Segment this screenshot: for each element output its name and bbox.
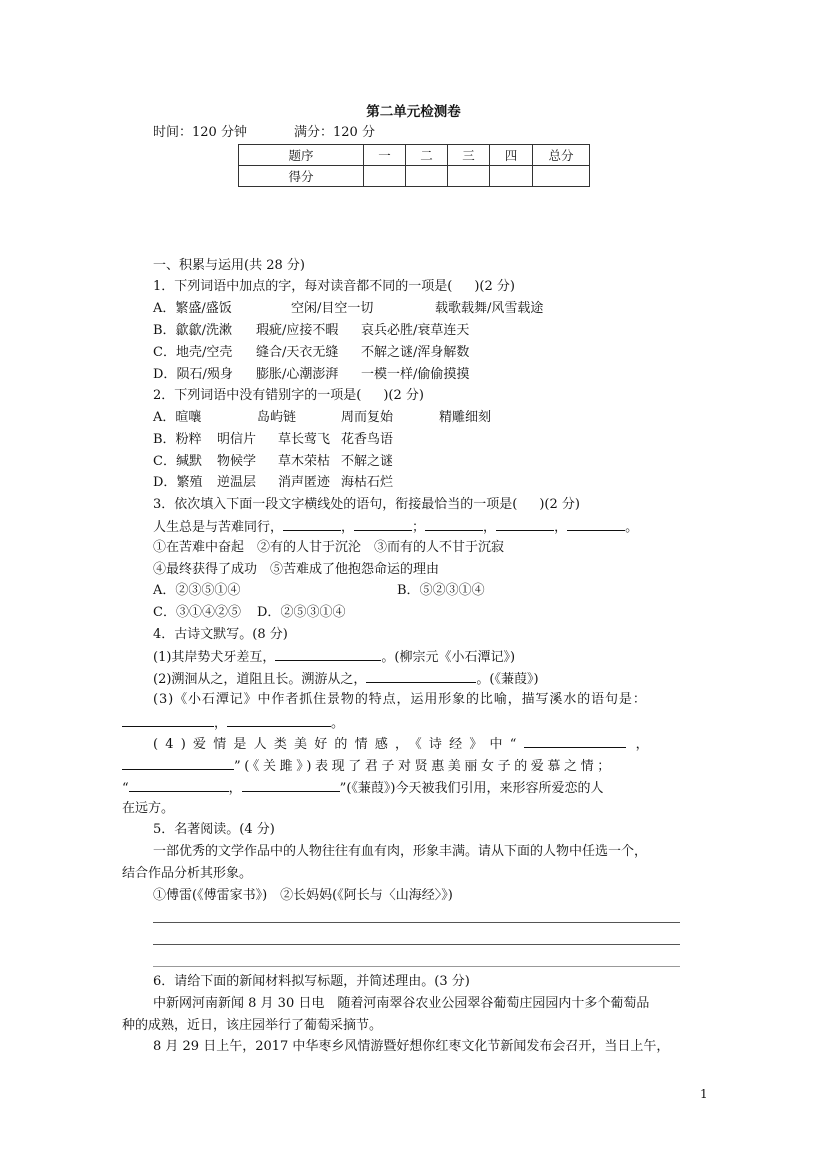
question-3-option-c [153, 604, 241, 622]
option-value: ⑤②③①④ [419, 583, 485, 598]
option-value: ②③⑤①④ [175, 583, 241, 598]
option-label: C． [153, 345, 176, 360]
question-5-body-1: 一部优秀的文学作品中的人物往往有血有肉，形象丰满。请从下面的人物中任选一个， [153, 844, 648, 859]
option-label: D． [257, 605, 281, 620]
question-2-stem [153, 387, 424, 405]
question-2-option-d [153, 474, 202, 492]
question-1-option-b [153, 322, 232, 340]
option-item: 粉粹 [175, 432, 202, 447]
question-3-option-a [153, 582, 240, 600]
fill-blank[interactable] [496, 517, 554, 531]
punct: 。 [331, 716, 345, 731]
question-points: )(2 分) [383, 388, 424, 403]
fill-blank[interactable] [275, 647, 381, 661]
question-2-option-c [153, 453, 202, 471]
fill-blank[interactable] [227, 713, 331, 727]
question-4-part-3: (3)《小石潭记》中作者抓住景物的特点，运用形象的比喻，描写溪水的语句是： [153, 692, 647, 707]
option-item: 暄嚷 [175, 410, 202, 425]
question-2-option-b [153, 431, 202, 449]
option-item: 精雕细刻 [439, 410, 492, 425]
poem-source: 。(《蒹葭》) [476, 672, 539, 687]
poem-text: (1)其岸势犬牙差互， [153, 650, 276, 665]
option-item: 瑕疵/应接不暇 [256, 323, 339, 338]
score-table-header-cell: 三 [448, 145, 490, 166]
option-label: D． [153, 475, 177, 490]
punct: ， [214, 716, 228, 731]
exam-time: 时间：120 分钟 [153, 125, 247, 140]
fill-blank[interactable] [122, 756, 234, 770]
question-1-option-a [153, 300, 232, 318]
question-4-part-2 [153, 669, 539, 689]
page-title: 第二单元检测卷 [366, 104, 461, 120]
question-1-stem [153, 278, 515, 296]
option-label: A． [153, 410, 176, 425]
fill-blank[interactable] [122, 713, 214, 727]
option-item: 膨胀/心潮澎湃 [256, 367, 339, 382]
score-table-row-label: 得分 [239, 166, 364, 187]
question-5-choices: ①傅雷(《傅雷家书》) ②长妈妈(《阿长与〈山海经〉》) [153, 888, 453, 903]
answer-line[interactable] [153, 922, 680, 923]
option-label: A． [153, 583, 176, 598]
question-3-option-d [257, 604, 345, 622]
question-4-part-4-line-4: 在远方。 [122, 801, 175, 816]
question-3-stem [153, 496, 580, 514]
score-table-header-cell: 一 [364, 145, 406, 166]
option-item: 陨石/殒身 [176, 367, 233, 382]
question-3-sentences-2: ④最终获得了成功 ⑤苦难成了他抱怨命运的理由 [153, 562, 440, 577]
score-table [238, 144, 590, 187]
option-item: 缝合/天衣无缝 [256, 345, 339, 360]
punct: ， [635, 737, 649, 752]
page-number: 1 [700, 1087, 708, 1101]
question-stem-text: 3．依次填入下面一段文字横线处的语句，衔接最恰当的一项是( [153, 497, 518, 512]
punct: ， [228, 781, 242, 796]
punct: ， [483, 520, 497, 535]
fill-blank[interactable] [283, 517, 341, 531]
score-cell[interactable] [448, 166, 490, 187]
option-label: A． [153, 301, 176, 316]
option-item: 岛屿链 [257, 410, 297, 425]
question-4-part-4-line-3 [122, 778, 603, 798]
option-item: 缄默 [175, 454, 202, 469]
option-item: 周而复始 [341, 410, 394, 425]
score-cell[interactable] [406, 166, 448, 187]
option-label: D． [153, 367, 177, 382]
question-points: )(2 分) [474, 279, 515, 294]
punct: 。 [625, 520, 639, 535]
option-item: 明信片 [217, 432, 257, 447]
news-paragraph-1-line-1: 中新网河南新闻 8 月 30 日电 随着河南翠谷农业公园翠谷葡萄庄园园内十多个葡萄品 [153, 996, 650, 1011]
option-item: 不解之谜 [341, 454, 394, 469]
question-4-part-4-line-1 [153, 734, 649, 754]
score-table-header-cell: 四 [490, 145, 533, 166]
question-3-option-b [397, 582, 485, 600]
poem-text: (2)溯洄从之，道阻且长。溯游从之， [153, 672, 367, 687]
option-item: 哀兵必胜/衰草连天 [361, 323, 470, 338]
question-4-part-1 [153, 647, 515, 667]
score-cell[interactable] [490, 166, 533, 187]
option-item: 物候学 [217, 454, 257, 469]
question-4-part-4-line-2 [122, 756, 614, 776]
option-item: 载歌载舞/风雪载途 [435, 301, 544, 316]
option-item: 草长莺飞 [278, 432, 331, 447]
punct: ， [341, 520, 355, 535]
option-item: 地壳/空壳 [175, 345, 233, 360]
option-label: C． [153, 454, 176, 469]
score-cell[interactable] [533, 166, 590, 187]
fill-blank[interactable] [129, 778, 229, 792]
passage-text: 人生总是与苦难同行， [153, 520, 284, 535]
punct: ， [554, 520, 568, 535]
answer-line[interactable] [153, 966, 680, 967]
option-item: 繁盛/盛饭 [175, 301, 232, 316]
score-table-header-cell: 题序 [239, 145, 364, 166]
fill-blank[interactable] [567, 517, 625, 531]
fill-blank[interactable] [524, 734, 626, 748]
news-paragraph-2-line-1: 8 月 29 日上午，2017 中华枣乡风情游暨好想你红枣文化节新闻发布会召开，当日上午， [153, 1039, 670, 1054]
option-item: 消声匿迹 [278, 475, 331, 490]
option-item: 花香鸟语 [341, 432, 394, 447]
poem-source: 。(柳宗元《小石潭记》) [381, 650, 516, 665]
option-item: 草木荣枯 [278, 454, 331, 469]
question-1-option-d [153, 366, 233, 384]
option-label: B． [153, 432, 176, 447]
score-table-score-row [239, 166, 590, 187]
score-table-header-cell: 总分 [533, 145, 590, 166]
option-label: B． [397, 583, 420, 598]
fill-blank[interactable] [242, 778, 340, 792]
option-label: C． [153, 605, 176, 620]
news-paragraph-1-line-2: 种的成熟，近日，该庄园举行了葡萄采摘节。 [122, 1018, 383, 1033]
score-table-header-row [239, 145, 590, 166]
question-stem-text: 2．下列词语中没有错别字的一项是( [153, 388, 362, 403]
question-6-stem: 6．请给下面的新闻材料拟写标题，并简述理由。(3 分) [153, 974, 470, 989]
section-heading: 一、积累与运用(共 28 分) [153, 258, 305, 273]
fill-blank[interactable] [354, 517, 412, 531]
option-item: 繁殖 [176, 475, 203, 490]
option-item: 海枯石烂 [341, 475, 394, 490]
option-value: ③①④②⑤ [175, 605, 241, 620]
question-3-passage [153, 517, 638, 537]
option-label: B． [153, 323, 176, 338]
option-item: 不解之谜/浑身解数 [361, 345, 470, 360]
question-1-option-c [153, 344, 232, 362]
question-4-part-3-blanks [122, 713, 344, 733]
poem-text: ”(《蒹葭》)今天被我们引用，来形容所爱恋的人 [339, 781, 604, 796]
option-item: 空闲/目空一切 [291, 301, 374, 316]
question-5-stem: 5．名著阅读。(4 分) [153, 822, 275, 837]
question-4-stem: 4．古诗文默写。(8 分) [153, 627, 288, 642]
fill-blank[interactable] [425, 517, 483, 531]
score-table-header-cell: 二 [406, 145, 448, 166]
option-item: 逆温层 [217, 475, 257, 490]
question-5-body-2: 结合作品分析其形象。 [122, 866, 253, 881]
option-item: 一模一样/偷偷摸摸 [361, 367, 470, 382]
poem-text: ”(《关雎》)表现了君子对贤惠美丽女子的爱慕之情； [234, 759, 614, 774]
exam-full-score: 满分：120 分 [294, 125, 375, 140]
question-3-sentences-1: ①在苦难中奋起 ②有的人甘于沉沦 ③而有的人不甘于沉寂 [153, 540, 505, 555]
option-item: 歙歙/洗漱 [175, 323, 232, 338]
score-cell[interactable] [364, 166, 406, 187]
question-2-option-a [153, 409, 201, 427]
option-value: ②⑤③①④ [280, 605, 346, 620]
punct: ； [412, 520, 426, 535]
punct: “ [122, 781, 129, 796]
question-points: )(2 分) [539, 497, 580, 512]
answer-line[interactable] [153, 944, 680, 945]
fill-blank[interactable] [366, 669, 476, 683]
poem-text: (4)爱情是人类美好的情感，《诗经》中“ [153, 737, 524, 752]
question-stem-text: 1．下列词语中加点的字，每对读音都不同的一项是( [153, 279, 453, 294]
